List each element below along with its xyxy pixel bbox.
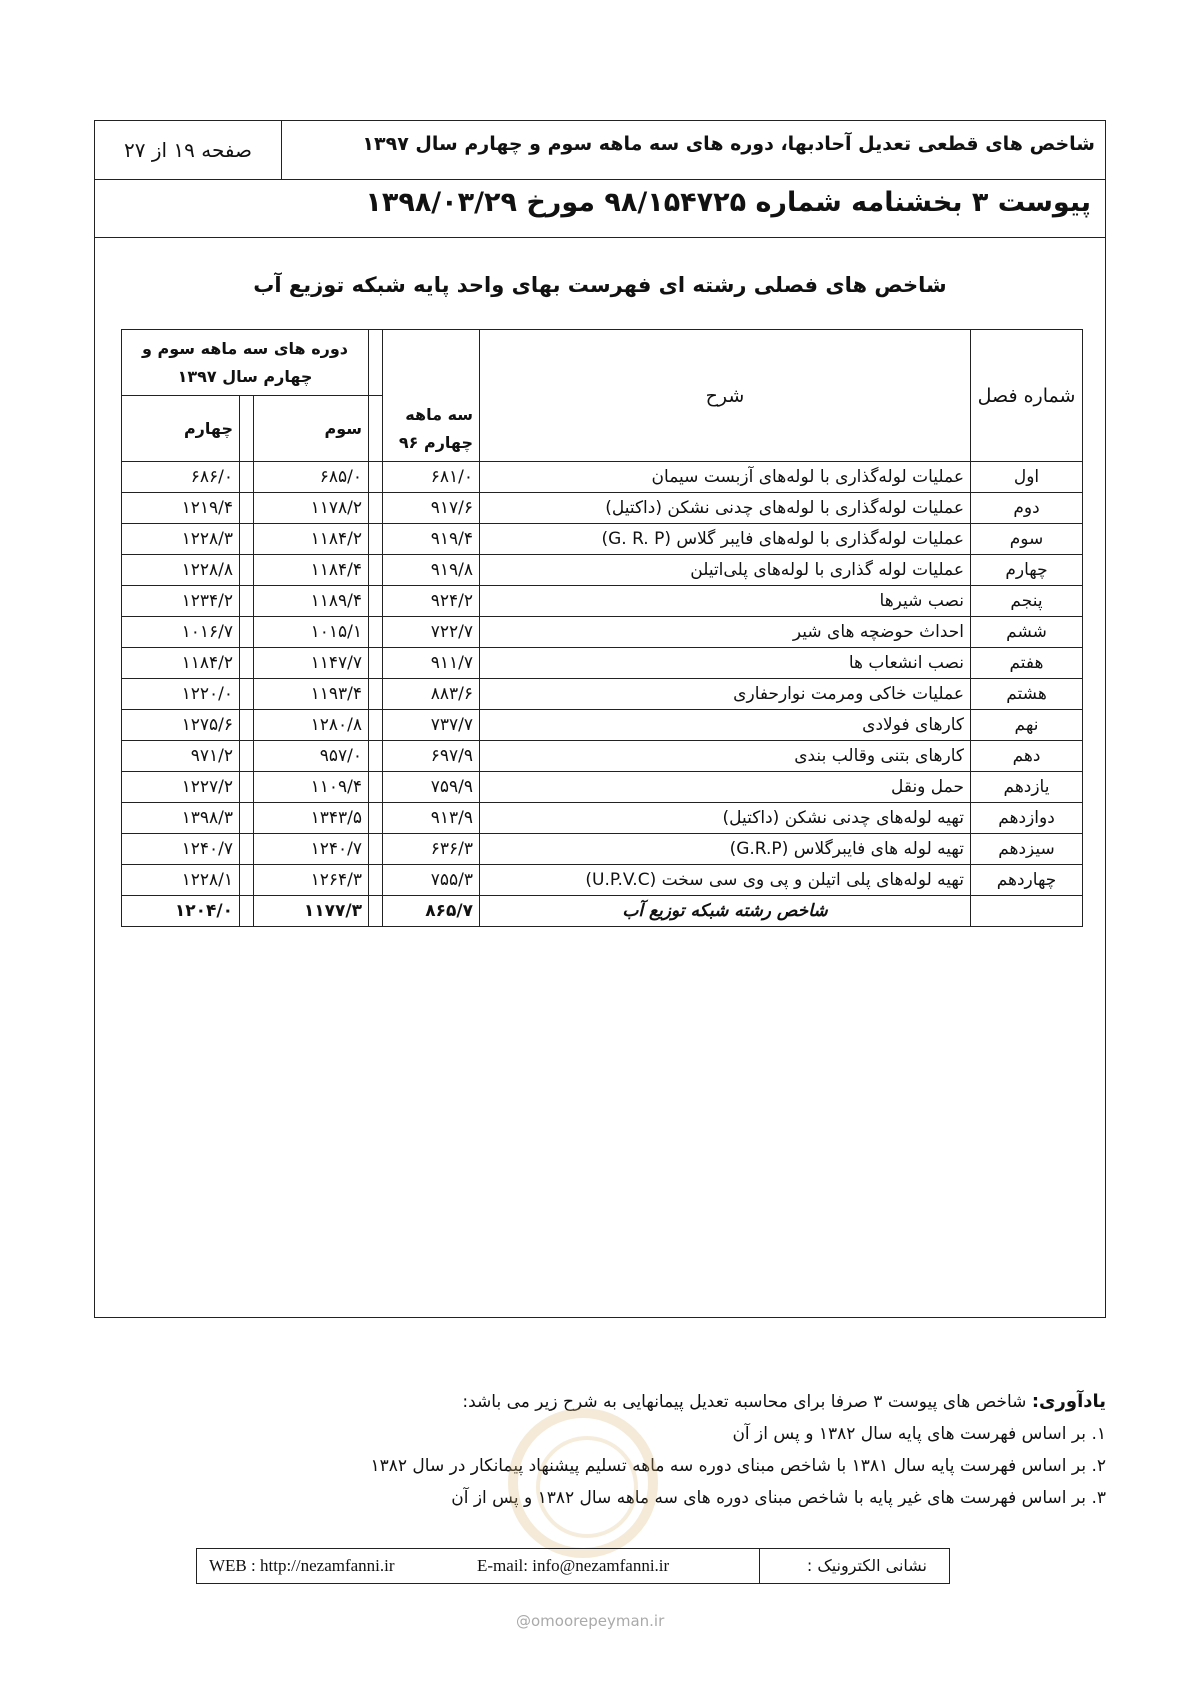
page-number: صفحه ۱۹ از ۲۷: [95, 121, 282, 179]
table-row: [122, 803, 1083, 834]
value-q3-97: ۱۲۶۴/۳: [254, 865, 369, 896]
total-number: [971, 896, 1083, 927]
table-row: [122, 555, 1083, 586]
gap-cell: [369, 803, 383, 834]
header-q3: سوم: [254, 396, 369, 462]
chapter-number: هفتم: [971, 648, 1083, 679]
gap-cell: [240, 462, 254, 493]
gap-cell: [240, 865, 254, 896]
chapter-number: پنجم: [971, 586, 1083, 617]
value-q4-96: ۷۵۹/۹: [383, 772, 480, 803]
value-q4-96: ۷۳۷/۷: [383, 710, 480, 741]
gap-cell: [240, 803, 254, 834]
value-q4-96: ۹۱۷/۶: [383, 493, 480, 524]
gap-cell: [369, 896, 383, 927]
value-q3-97: ۱۱۸۴/۲: [254, 524, 369, 555]
chapter-number: دوازدهم: [971, 803, 1083, 834]
gap-cell: [240, 524, 254, 555]
gap-cell: [240, 741, 254, 772]
gap-cell: [369, 648, 383, 679]
chapter-description: کارهای فولادی: [480, 710, 971, 741]
table-row: [122, 493, 1083, 524]
note-item: ۳. بر اساس فهرست های غیر پایه با شاخص مبنای دوره های سه ماهه سال ۱۳۸۲ و پس از آن: [451, 1488, 1106, 1508]
gap-cell: [240, 555, 254, 586]
value-q4-97: ۱۲۲۸/۸: [122, 555, 240, 586]
chapter-description: عملیات لوله‌گذاری با لوله‌های فایبر گلاس (G. R. P): [480, 524, 971, 555]
chapter-number: سیزدهم: [971, 834, 1083, 865]
value-q4-96: ۸۸۳/۶: [383, 679, 480, 710]
total-q4-96: ۸۶۵/۷: [383, 896, 480, 927]
chapter-description: نصب انشعاب ها: [480, 648, 971, 679]
header-description: شرح: [480, 330, 971, 462]
header-row: [95, 121, 1105, 180]
total-q3-97: ۱۱۷۷/۳: [254, 896, 369, 927]
value-q4-97: ۱۲۷۵/۶: [122, 710, 240, 741]
value-q3-97: ۱۲۴۰/۷: [254, 834, 369, 865]
value-q4-96: ۹۲۴/۲: [383, 586, 480, 617]
header-gap: [369, 330, 383, 396]
table-row: [122, 679, 1083, 710]
header-chapter-number: شماره فصل: [971, 330, 1083, 462]
table-row: [122, 710, 1083, 741]
gap-cell: [369, 586, 383, 617]
chapter-description: عملیات لوله‌گذاری با لوله‌های چدنی نشکن (داکتیل): [480, 493, 971, 524]
value-q4-97: ۱۲۲۰/۰: [122, 679, 240, 710]
value-q4-96: ۹۱۹/۴: [383, 524, 480, 555]
footer-contact: [196, 1548, 950, 1584]
value-q4-96: ۹۱۳/۹: [383, 803, 480, 834]
table-row: [122, 648, 1083, 679]
gap-cell: [369, 462, 383, 493]
header-gap-3: [240, 396, 254, 462]
note-item: ۱. بر اساس فهرست های پایه سال ۱۳۸۲ و پس از آن: [732, 1424, 1106, 1444]
footer-label: نشانی الکترونیک :: [759, 1549, 949, 1583]
table-row: [122, 865, 1083, 896]
gap-cell: [240, 493, 254, 524]
chapter-description: احداث حوضچه های شیر: [480, 617, 971, 648]
chapter-number: دوم: [971, 493, 1083, 524]
value-q4-97: ۶۸۶/۰: [122, 462, 240, 493]
gap-cell: [240, 679, 254, 710]
gap-cell: [369, 710, 383, 741]
gap-cell: [369, 741, 383, 772]
gap-cell: [369, 617, 383, 648]
table-row: [122, 772, 1083, 803]
value-q3-97: ۶۸۵/۰: [254, 462, 369, 493]
chapter-number: نهم: [971, 710, 1083, 741]
gap-cell: [240, 648, 254, 679]
gap-cell: [369, 772, 383, 803]
value-q4-96: ۹۱۹/۸: [383, 555, 480, 586]
value-q3-97: ۱۱۹۳/۴: [254, 679, 369, 710]
notes-lead: یادآوری:: [1031, 1391, 1106, 1412]
header-period-group: دوره های سه ماهه سوم و چهارم سال ۱۳۹۷: [122, 330, 369, 396]
value-q3-97: ۱۰۱۵/۱: [254, 617, 369, 648]
value-q3-97: ۱۱۴۷/۷: [254, 648, 369, 679]
gap-cell: [369, 555, 383, 586]
note-item: ۲. بر اساس فهرست پایه سال ۱۳۸۱ با شاخص مبنای دوره سه ماهه تسلیم پیشنهاد پیمانکار در سال ۱۳۸۲: [370, 1456, 1106, 1476]
header-q4: چهارم: [122, 396, 240, 462]
value-q4-97: ۱۳۹۸/۳: [122, 803, 240, 834]
value-q4-97: ۱۲۲۷/۲: [122, 772, 240, 803]
value-q4-96: ۶۸۱/۰: [383, 462, 480, 493]
total-q4-97: ۱۲۰۴/۰: [122, 896, 240, 927]
value-q3-97: ۱۱۷۸/۲: [254, 493, 369, 524]
total-row: [122, 896, 1083, 927]
chapter-description: عملیات خاکی ومرمت نوارحفاری: [480, 679, 971, 710]
page-frame: [94, 120, 1106, 1318]
header-gap-2: [369, 396, 383, 462]
gap-cell: [240, 586, 254, 617]
value-q4-97: ۱۲۲۸/۳: [122, 524, 240, 555]
gap-cell: [240, 617, 254, 648]
table-row: [122, 586, 1083, 617]
footer-web[interactable]: WEB : http://nezamfanni.ir: [209, 1556, 395, 1575]
value-q4-97: ۱۱۸۴/۲: [122, 648, 240, 679]
header-title: شاخص های قطعی تعدیل آحادبها، دوره های سه ماهه سوم و چهارم سال ۱۳۹۷: [362, 133, 1095, 155]
value-q4-96: ۷۵۵/۳: [383, 865, 480, 896]
chapter-description: تهیه لوله های فایبرگلاس (G.R.P): [480, 834, 971, 865]
value-q4-96: ۶۳۶/۳: [383, 834, 480, 865]
value-q4-96: ۹۱۱/۷: [383, 648, 480, 679]
site-watermark: @omoorepeyman.ir: [516, 1612, 665, 1630]
chapter-number: اول: [971, 462, 1083, 493]
value-q4-97: ۱۲۴۰/۷: [122, 834, 240, 865]
value-q4-97: ۱۲۱۹/۴: [122, 493, 240, 524]
value-q4-97: ۹۷۱/۲: [122, 741, 240, 772]
chapter-description: تهیه لوله‌های پلی اتیلن و پی وی سی سخت (U.P.V.C): [480, 865, 971, 896]
value-q3-97: ۱۱۸۹/۴: [254, 586, 369, 617]
chapter-number: هشتم: [971, 679, 1083, 710]
chapter-description: عملیات لوله گذاری با لوله‌های پلی‌اتیلن: [480, 555, 971, 586]
chapter-number: چهاردهم: [971, 865, 1083, 896]
gap-cell: [369, 834, 383, 865]
value-q4-97: ۱۲۲۸/۱: [122, 865, 240, 896]
gap-cell: [240, 710, 254, 741]
table-row: [122, 524, 1083, 555]
table-row: [122, 617, 1083, 648]
table-row: [122, 741, 1083, 772]
gap-cell: [369, 493, 383, 524]
chapter-number: ششم: [971, 617, 1083, 648]
value-q4-96: ۷۲۲/۷: [383, 617, 480, 648]
subtitle-row: [95, 179, 1105, 238]
section-title: شاخص های فصلی رشته ای فهرست بهای واحد پایه شبکه توزیع آب: [253, 273, 947, 297]
chapter-number: دهم: [971, 741, 1083, 772]
value-q4-96: ۶۹۷/۹: [383, 741, 480, 772]
table-row: [122, 834, 1083, 865]
seal-watermark: [508, 1408, 658, 1558]
total-description: شاخص رشته شبکه توزیع آب: [480, 896, 971, 927]
value-q3-97: ۱۱۰۹/۴: [254, 772, 369, 803]
gap-cell: [369, 865, 383, 896]
chapter-description: کارهای بتنی وقالب بندی: [480, 741, 971, 772]
footer-email[interactable]: E-mail: info@nezamfanni.ir: [477, 1556, 670, 1575]
chapter-description: تهیه لوله‌های چدنی نشکن (داکتیل): [480, 803, 971, 834]
chapter-description: عملیات لوله‌گذاری با لوله‌های آزبست سیمان: [480, 462, 971, 493]
gap-cell: [240, 772, 254, 803]
value-q3-97: ۱۱۸۴/۴: [254, 555, 369, 586]
chapter-number: چهارم: [971, 555, 1083, 586]
chapter-description: حمل ونقل: [480, 772, 971, 803]
gap-cell: [369, 524, 383, 555]
gap-cell: [240, 834, 254, 865]
chapter-description: نصب شیرها: [480, 586, 971, 617]
value-q3-97: ۹۵۷/۰: [254, 741, 369, 772]
value-q3-97: ۱۳۴۳/۵: [254, 803, 369, 834]
chapter-number: سوم: [971, 524, 1083, 555]
gap-cell: [240, 896, 254, 927]
header-spacer-top: سه ماهه چهارم ۹۶: [383, 330, 480, 462]
chapter-number: یازدهم: [971, 772, 1083, 803]
index-table: [121, 329, 1083, 927]
notes-intro: شاخص های پیوست ۳ صرفا برای محاسبه تعدیل پیمانهایی به شرح زیر می باشد:: [462, 1392, 1032, 1412]
value-q3-97: ۱۲۸۰/۸: [254, 710, 369, 741]
table-row: [122, 462, 1083, 493]
value-q4-97: ۱۰۱۶/۷: [122, 617, 240, 648]
gap-cell: [369, 679, 383, 710]
value-q4-97: ۱۲۳۴/۲: [122, 586, 240, 617]
circular-title: پیوست ۳ بخشنامه شماره ۹۸/۱۵۴۷۲۵ مورخ ۱۳۹۸/۰۳/۲۹: [365, 187, 1091, 218]
